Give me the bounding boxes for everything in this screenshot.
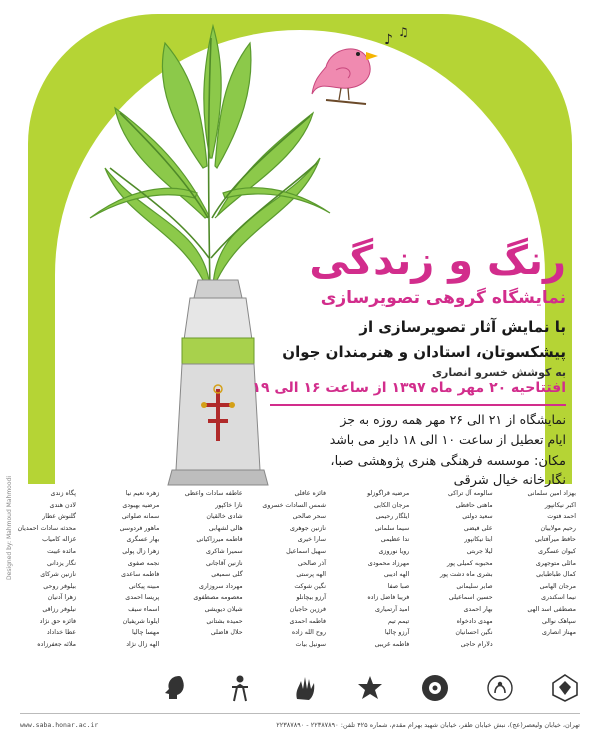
artist-name: گلنوش عطار	[42, 513, 76, 521]
exhibition-schedule	[226, 410, 566, 450]
artist-name: حمیده بشتانی	[206, 617, 243, 625]
artist-name: نگین احسانیان	[455, 629, 493, 637]
artist-name: سونیل بیات	[295, 640, 326, 648]
artist-name: بهار احمدی	[463, 605, 493, 613]
svg-text:♪: ♪	[384, 32, 393, 48]
artist-name: نگار یزدانی	[47, 559, 76, 567]
artist-name: مرضیه بهبودی	[122, 501, 160, 509]
artist-name: نازنین جوهری	[289, 524, 326, 532]
artist-name: ماهور فردوسی	[119, 524, 160, 532]
artist-column	[107, 488, 159, 662]
artist-name: کمال طباطبایی	[536, 571, 576, 579]
artist-name: بشری ماه دشت پور	[439, 571, 493, 579]
artist-name: نازا خاکپور	[215, 501, 243, 509]
figure-logo	[225, 671, 255, 705]
artist-name: سپاهک نوالی	[541, 617, 576, 625]
exhibition-location	[226, 452, 566, 490]
artist-name: مائلی متوجهری	[535, 559, 576, 567]
artist-name: ایلونا شریفیان	[122, 617, 160, 625]
artist-name: ابتا نیکانپور	[464, 536, 493, 544]
artist-name: آرزو چالیا	[384, 629, 410, 637]
artist-name: فریبا فاضل زاده	[367, 594, 410, 602]
artist-name: الهه پرستی	[296, 571, 326, 579]
artist-name: لادن هندی	[49, 501, 76, 509]
artist-name: فاطمه ساعدی	[121, 571, 160, 579]
artist-name: سمانه صلواتی	[121, 513, 160, 521]
artist-name: سحر صالحی	[292, 513, 326, 521]
artist-name: بیلوفر روحی	[43, 582, 76, 590]
footer	[20, 716, 580, 734]
artist-name: نگین شوکت	[294, 582, 326, 590]
poster-line-3: پیشکسوتان، استادان و هنرمندان جوان	[282, 343, 566, 361]
artist-name: ندا عظیمی	[380, 536, 410, 544]
artist-name: الهه ادیبی	[383, 571, 410, 579]
artist-name: آذر صالحی	[297, 559, 326, 567]
artist-name: سارا خیری	[297, 536, 326, 544]
artist-name: صابر سلیمانی	[456, 582, 493, 590]
artist-name: مهدی دادخواه	[456, 617, 493, 625]
artist-name: سعید دولتی	[462, 513, 493, 521]
artist-name: هالی لشهابی	[208, 524, 243, 532]
round-logo	[420, 671, 450, 705]
artist-name: مرضیه قراگوزلو	[367, 490, 410, 497]
artist-name: سمیرا شاکری	[206, 547, 243, 555]
artist-name: فائزه عافلی	[294, 490, 326, 497]
artist-name: تیمم تیم	[387, 617, 410, 625]
star-logo	[355, 671, 385, 705]
artist-name: سیما سلمانی	[374, 524, 410, 532]
artist-column	[184, 488, 243, 662]
artist-name: مصطفی اسد الهی	[527, 605, 576, 613]
artist-name: رویا نوروزی	[378, 547, 410, 555]
artist-name: غزاله کامیاب	[42, 536, 76, 544]
artist-name: عاطفه سادات واعظی	[184, 490, 243, 497]
footer-divider	[20, 713, 580, 714]
artist-name: زهرا زال پولی	[122, 547, 160, 555]
artist-name: صبا صفا	[387, 582, 410, 590]
artist-name: ماهتی حافظی	[455, 501, 493, 509]
artist-name: شیلان دیویشی	[204, 605, 243, 613]
artist-name: رحیم مولاییان	[540, 524, 576, 532]
artist-name: بهزاد امین سلمانی	[527, 490, 576, 497]
artist-name: ایلگار رحیمی	[375, 513, 410, 521]
footer-address: تهران، خیابان ولیعصر(عج)، نبش خیابان ظفر، خیابان شهید بهرام مقدم، شماره ۴۲۵ تلفن: ۲۲۳۸۷۸۹۰ - ۲۲۳۸۷۸۹۰	[276, 721, 580, 729]
artist-name: حسین اسماعیلی	[448, 594, 493, 602]
artist-name: مبینه پیکانی	[128, 582, 160, 590]
artist-name: فاطمه غریبی	[374, 640, 410, 648]
artist-name: شمس السادات خسروی	[262, 501, 326, 509]
artist-name: پریسا احمدی	[125, 594, 160, 602]
artist-column	[357, 488, 409, 662]
artist-name: بهار عسگری	[126, 536, 160, 544]
svg-text:♫: ♫	[398, 25, 409, 39]
artist-name: الهه زال نژاد	[126, 640, 160, 648]
schedule-line-1: نمایشگاه از ۲۱ الی ۲۶ مهر همه روزه به جز	[340, 412, 566, 427]
designer-credit: Designed by: Mahmoud Mahmoodi	[6, 476, 13, 580]
poster-title: رنگ و زندگی	[309, 238, 566, 284]
artist-name: حلال فاضلی	[210, 629, 243, 637]
artist-name: آرزو بیچانلو	[296, 594, 326, 602]
artist-name: احمد فتوت	[547, 513, 576, 521]
artist-name: حافظ میرآفتابی	[534, 536, 576, 544]
artist-name: محدثه سادات احمدیان	[17, 524, 76, 532]
saba-institute-logo	[550, 671, 580, 705]
singing-bird-illustration	[306, 22, 416, 112]
artist-name: زهرا آدنیان	[47, 594, 76, 602]
artist-name: اسماء سیف	[128, 605, 160, 613]
artist-name: معصومه مصطفوی	[193, 594, 243, 602]
pink-divider	[270, 404, 566, 406]
poster-subtitle: نمایشگاه گروهی تصویرسازی	[320, 288, 566, 308]
artist-name: کیوان عسگری	[538, 547, 576, 555]
artist-name: مهرزاد محمودی	[367, 559, 410, 567]
artist-name: نیما اسکندری	[541, 594, 576, 602]
artist-name: گلی سمیعی	[211, 571, 243, 579]
footer-website: www.saba.honar.ac.ir	[20, 721, 99, 729]
artist-name: مهرداد سروزاری	[198, 582, 243, 590]
profile-logo	[160, 671, 190, 705]
artist-name: اکبر نیکانپور	[544, 501, 576, 509]
artist-name: نازنین شرکای	[40, 571, 76, 579]
emblem-logo	[485, 671, 515, 705]
artist-name: روح الله زاده	[291, 629, 326, 637]
artist-column	[524, 488, 576, 662]
location-line-1: مکان: موسسه فرهنگی هنری پژوهشی صبا،	[330, 454, 566, 469]
artist-name: دلارام حاجی	[460, 640, 493, 648]
artist-name: فرزین حاجیان	[289, 605, 326, 613]
artist-name: نازنین آقاجانی	[206, 559, 243, 567]
curator-credit: به کوشش خسرو انصاری	[431, 366, 566, 379]
artist-name: مهناز انصاری	[541, 629, 576, 637]
artist-name: عطا خداداد	[46, 629, 76, 637]
artist-name: فائزه حق نژاد	[39, 617, 76, 625]
artist-name: پگاه زندی	[50, 490, 76, 497]
artist-column	[441, 488, 493, 662]
artist-name: فاطمه میرزاکیانی	[196, 536, 243, 544]
artist-name: امید آرتمیاری	[375, 605, 410, 613]
artist-name: زهره نعیم نیا	[125, 490, 160, 497]
sponsor-logos	[160, 668, 580, 708]
hand-logo	[290, 671, 320, 705]
artist-name: لیلا جربتی	[466, 547, 493, 555]
artist-name: نیلوفر رزاقی	[42, 605, 76, 613]
artist-name: مهسا چالیا	[131, 629, 160, 637]
artist-column	[262, 488, 326, 662]
artist-name: فاطمه احمدی	[289, 617, 326, 625]
artist-name: مائده غیبت	[47, 547, 76, 555]
poster-line-2: با نمایش آثار تصویرسازی از	[359, 318, 566, 336]
artist-column	[17, 488, 76, 662]
artist-name: مرجان الهامی	[539, 582, 576, 590]
artist-name: سهیل اسماعیل	[286, 547, 326, 555]
schedule-line-2: ایام تعطیل از ساعت ۱۰ الی ۱۸ دایر می باشد	[329, 432, 566, 447]
artist-name: شادی خالقیان	[206, 513, 243, 521]
artist-name: محبوبه کمیلی پور	[447, 559, 493, 567]
artist-name: سالومه آل تراکی	[447, 490, 493, 497]
opening-date: افتتاحیه ۲۰ مهر ماه ۱۳۹۷ از ساعت ۱۶ الی ۱۹	[252, 380, 566, 396]
artist-names-grid	[17, 488, 576, 662]
artist-name: ملائه جعفرزاده	[37, 640, 76, 648]
artist-name: علی فیضی	[463, 524, 493, 532]
artist-name: مرجان الکابی	[373, 501, 410, 509]
location-line-2: نگارخانه خیال شرقی	[453, 473, 566, 488]
artist-name: نجمه صفوی	[127, 559, 160, 567]
